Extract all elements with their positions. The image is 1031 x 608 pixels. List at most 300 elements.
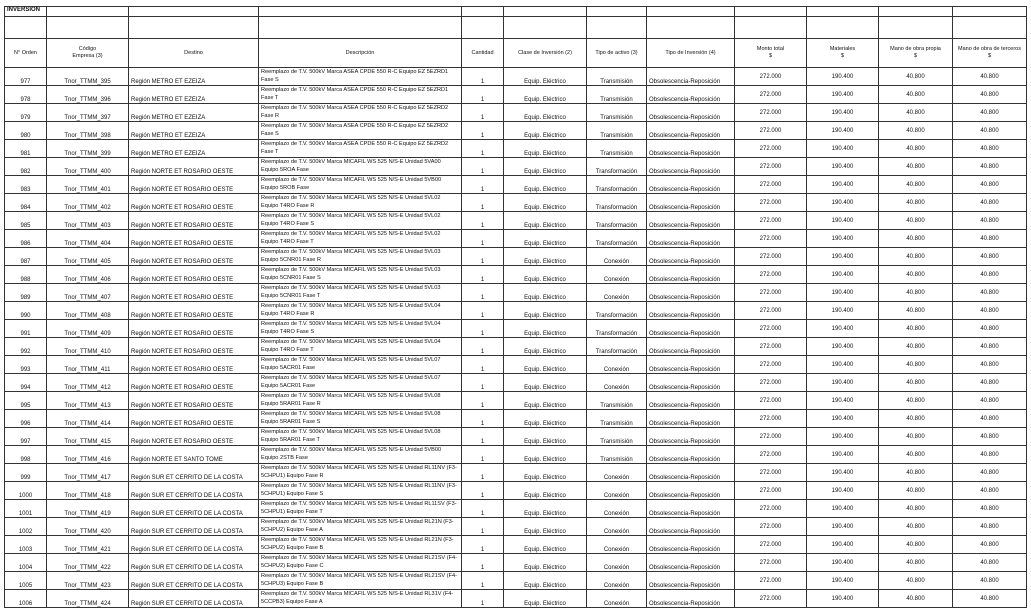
table-row (5, 410, 1027, 428)
cell-materiales: 190.400 (807, 500, 879, 518)
cell-cantidad: 1 (462, 284, 504, 302)
cell-monto-total: 272.000 (735, 320, 807, 338)
table-row (5, 176, 1027, 194)
cell-monto-total: 272.000 (735, 572, 807, 590)
cell-destino: Región NORTE ET ROSARIO OESTE (129, 374, 259, 392)
cell-tipo-activo: Conexión (587, 374, 647, 392)
header-materiales: Materiales $ (807, 39, 879, 68)
cell-cantidad: 1 (462, 248, 504, 266)
cell-monto-total: 272.000 (735, 86, 807, 104)
cell-tipo-activo: Conexión (587, 554, 647, 572)
cell-materiales: 190.400 (807, 194, 879, 212)
cell-descripcion: Reemplazo de T.V. 500kV Marca MICAFIL WS 525 N/S-E Unidad RL11NV (F3-5CHPU1) Equipo Fase S (259, 482, 462, 500)
cell-mano-propia: 40.800 (879, 284, 953, 302)
cell-cantidad: 1 (462, 122, 504, 140)
cell-tipo-inversion: Obsolescencia-Reposición (647, 68, 735, 86)
cell-cantidad: 1 (462, 320, 504, 338)
cell-destino: Región NORTE ET ROSARIO OESTE (129, 428, 259, 446)
cell-cantidad: 1 (462, 572, 504, 590)
cell-orden: 984 (5, 194, 47, 212)
cell-cantidad: 1 (462, 212, 504, 230)
cell-descripcion: Reemplazo de T.V. 500kV Marca MICAFIL WS 525 N/S-E Unidad 5VL08 Equipo 5RAR01 Fase S (259, 410, 462, 428)
cell-tipo-inversion: Obsolescencia-Reposición (647, 284, 735, 302)
cell-tipo-inversion: Obsolescencia-Reposición (647, 410, 735, 428)
cell-descripcion: Reemplazo de T.V. 500kV Marca MICAFIL WS 525 N/S-E Unidad RL21N (F3-5CHPU2) Equipo Fase B (259, 536, 462, 554)
cell-mano-propia: 40.800 (879, 140, 953, 158)
cell-tipo-inversion: Obsolescencia-Reposición (647, 554, 735, 572)
cell-tipo-inversion: Obsolescencia-Reposición (647, 392, 735, 410)
cell-destino: Región NORTE ET ROSARIO OESTE (129, 320, 259, 338)
section-row (5, 7, 1027, 17)
cell-tipo-activo: Transformación (587, 302, 647, 320)
cell-mano-propia: 40.800 (879, 590, 953, 608)
cell-codigo: Tnor_TTMM_401 (47, 176, 129, 194)
cell-orden: 983 (5, 176, 47, 194)
cell-codigo: Tnor_TTMM_403 (47, 212, 129, 230)
cell-codigo: Tnor_TTMM_419 (47, 500, 129, 518)
cell-tipo-activo: Transmisión (587, 392, 647, 410)
cell-mano-terceros: 40.800 (953, 266, 1027, 284)
cell-codigo: Tnor_TTMM_418 (47, 482, 129, 500)
cell-tipo-inversion: Obsolescencia-Reposición (647, 464, 735, 482)
cell-materiales: 190.400 (807, 122, 879, 140)
cell-orden: 980 (5, 122, 47, 140)
cell-mano-propia: 40.800 (879, 554, 953, 572)
header-destino: Destino (129, 39, 259, 68)
cell-clase: Equip. Eléctrico (504, 86, 587, 104)
cell-cantidad: 1 (462, 266, 504, 284)
header-mano-terceros: Mano de obra de terceros $ (953, 39, 1027, 68)
cell-cantidad: 1 (462, 518, 504, 536)
table-row (5, 68, 1027, 86)
cell-mano-terceros: 40.800 (953, 410, 1027, 428)
cell-orden: 988 (5, 266, 47, 284)
cell-descripcion: Reemplazo de T.V. 500kV Marca MICAFIL WS 525 N/S-E Unidad RL21SV (F4-5CHPU3) Equipo Fase B (259, 572, 462, 590)
table-row (5, 374, 1027, 392)
cell-codigo: Tnor_TTMM_409 (47, 320, 129, 338)
cell-destino: Región NORTE ET ROSARIO OESTE (129, 212, 259, 230)
cell-cantidad: 1 (462, 464, 504, 482)
table-row (5, 338, 1027, 356)
cell-orden: 1005 (5, 572, 47, 590)
cell-descripcion: Reemplazo de T.V. 500kV Marca ASEA CPDE 550 R-C Equipo EZ 5EZRD2 Fase S (259, 122, 462, 140)
cell-mano-propia: 40.800 (879, 302, 953, 320)
cell-materiales: 190.400 (807, 212, 879, 230)
cell-monto-total: 272.000 (735, 410, 807, 428)
cell-materiales: 190.400 (807, 230, 879, 248)
cell-codigo: Tnor_TTMM_416 (47, 446, 129, 464)
cell-orden: 985 (5, 212, 47, 230)
table-row (5, 572, 1027, 590)
cell-clase: Equip. Eléctrico (504, 176, 587, 194)
cell-descripcion: Reemplazo de T.V. 500kV Marca MICAFIL WS 525 N/S-E Unidad RL11NV (F3-5CHPU1) Equipo Fase R (259, 464, 462, 482)
cell-mano-propia: 40.800 (879, 374, 953, 392)
cell-cantidad: 1 (462, 104, 504, 122)
cell-mano-propia: 40.800 (879, 482, 953, 500)
table-row (5, 500, 1027, 518)
cell-orden: 990 (5, 302, 47, 320)
cell-destino: Región NORTE ET ROSARIO OESTE (129, 266, 259, 284)
cell-codigo: Tnor_TTMM_410 (47, 338, 129, 356)
cell-orden: 1001 (5, 500, 47, 518)
cell-codigo: Tnor_TTMM_424 (47, 590, 129, 608)
cell-descripcion: Reemplazo de T.V. 500kV Marca MICAFIL WS 525 N/S-E Unidad 5VL04 Equipo T4RO Fase S (259, 320, 462, 338)
cell-tipo-inversion: Obsolescencia-Reposición (647, 104, 735, 122)
cell-cantidad: 1 (462, 230, 504, 248)
cell-orden: 978 (5, 86, 47, 104)
cell-mano-propia: 40.800 (879, 86, 953, 104)
cell-destino: Región SUR ET CERRITO DE LA COSTA (129, 500, 259, 518)
investment-sheet (4, 6, 1026, 608)
cell-orden: 999 (5, 464, 47, 482)
cell-cantidad: 1 (462, 302, 504, 320)
cell-tipo-inversion: Obsolescencia-Reposición (647, 176, 735, 194)
cell-monto-total: 272.000 (735, 194, 807, 212)
cell-tipo-inversion: Obsolescencia-Reposición (647, 266, 735, 284)
cell-clase: Equip. Eléctrico (504, 158, 587, 176)
cell-clase: Equip. Eléctrico (504, 68, 587, 86)
table-row (5, 284, 1027, 302)
cell-codigo: Tnor_TTMM_406 (47, 266, 129, 284)
cell-mano-propia: 40.800 (879, 266, 953, 284)
table-row (5, 392, 1027, 410)
cell-mano-terceros: 40.800 (953, 230, 1027, 248)
cell-tipo-inversion: Obsolescencia-Reposición (647, 248, 735, 266)
table-row (5, 140, 1027, 158)
cell-tipo-activo: Conexión (587, 590, 647, 608)
header-descripcion: Descripción (259, 39, 462, 68)
table-row (5, 554, 1027, 572)
cell-tipo-activo: Transformación (587, 230, 647, 248)
cell-descripcion: Reemplazo de T.V. 500kV Marca MICAFIL WS 525 N/S-E Unidad RL21N (F3-5CHPU2) Equipo Fase A (259, 518, 462, 536)
cell-codigo: Tnor_TTMM_404 (47, 230, 129, 248)
cell-codigo: Tnor_TTMM_400 (47, 158, 129, 176)
cell-codigo: Tnor_TTMM_413 (47, 392, 129, 410)
cell-descripcion: Reemplazo de T.V. 500kV Marca MICAFIL WS 525 N/S-E Unidad RL31V (F4-5CCPB3) Equipo Fase A (259, 590, 462, 608)
table-row (5, 122, 1027, 140)
cell-tipo-inversion: Obsolescencia-Reposición (647, 230, 735, 248)
cell-clase: Equip. Eléctrico (504, 482, 587, 500)
cell-materiales: 190.400 (807, 320, 879, 338)
cell-materiales: 190.400 (807, 554, 879, 572)
cell-orden: 977 (5, 68, 47, 86)
cell-codigo: Tnor_TTMM_414 (47, 410, 129, 428)
cell-tipo-inversion: Obsolescencia-Reposición (647, 374, 735, 392)
cell-mano-propia: 40.800 (879, 500, 953, 518)
cell-mano-propia: 40.800 (879, 104, 953, 122)
cell-codigo: Tnor_TTMM_415 (47, 428, 129, 446)
table-row (5, 482, 1027, 500)
cell-mano-propia: 40.800 (879, 572, 953, 590)
cell-tipo-activo: Transmisión (587, 428, 647, 446)
cell-cantidad: 1 (462, 536, 504, 554)
cell-clase: Equip. Eléctrico (504, 446, 587, 464)
cell-materiales: 190.400 (807, 572, 879, 590)
cell-monto-total: 272.000 (735, 68, 807, 86)
cell-descripcion: Reemplazo de T.V. 500kV Marca ASEA CPDE 550 R-C Equipo EZ 5EZRD2 Fase R (259, 104, 462, 122)
cell-clase: Equip. Eléctrico (504, 536, 587, 554)
cell-destino: Región SUR ET CERRITO DE LA COSTA (129, 590, 259, 608)
cell-orden: 982 (5, 158, 47, 176)
cell-descripcion: Reemplazo de T.V. 500kV Marca MICAFIL WS 525 N/S-E Unidad 5VA00 Equipo 5ROA Fase (259, 158, 462, 176)
cell-descripcion: Reemplazo de T.V. 500kV Marca MICAFIL WS 525 N/S-E Unidad 5VL04 Equipo T4RO Fase R (259, 302, 462, 320)
cell-tipo-activo: Conexión (587, 464, 647, 482)
cell-codigo: Tnor_TTMM_395 (47, 68, 129, 86)
cell-mano-propia: 40.800 (879, 392, 953, 410)
cell-monto-total: 272.000 (735, 140, 807, 158)
cell-tipo-activo: Transformación (587, 320, 647, 338)
cell-materiales: 190.400 (807, 464, 879, 482)
cell-mano-terceros: 40.800 (953, 320, 1027, 338)
cell-mano-terceros: 40.800 (953, 392, 1027, 410)
cell-clase: Equip. Eléctrico (504, 320, 587, 338)
cell-mano-propia: 40.800 (879, 518, 953, 536)
cell-tipo-activo: Conexión (587, 284, 647, 302)
table-body (5, 68, 1027, 608)
cell-clase: Equip. Eléctrico (504, 140, 587, 158)
cell-mano-propia: 40.800 (879, 446, 953, 464)
cell-mano-terceros: 40.800 (953, 482, 1027, 500)
cell-clase: Equip. Eléctrico (504, 212, 587, 230)
table-row (5, 320, 1027, 338)
cell-orden: 998 (5, 446, 47, 464)
cell-clase: Equip. Eléctrico (504, 410, 587, 428)
cell-mano-terceros: 40.800 (953, 518, 1027, 536)
cell-codigo: Tnor_TTMM_407 (47, 284, 129, 302)
cell-descripcion: Reemplazo de T.V. 500kV Marca MICAFIL WS 525 N/S-E Unidad RL21SV (F4-5CHPU2) Equipo Fase C (259, 554, 462, 572)
cell-materiales: 190.400 (807, 428, 879, 446)
cell-materiales: 190.400 (807, 284, 879, 302)
cell-descripcion: Reemplazo de T.V. 500kV Marca MICAFIL WS 525 N/S-E Unidad 5VL03 Equipo 5CNR01 Fase R (259, 248, 462, 266)
cell-clase: Equip. Eléctrico (504, 464, 587, 482)
header-mano-propia: Mano de obra propia $ (879, 39, 953, 68)
cell-tipo-activo: Conexión (587, 572, 647, 590)
cell-destino: Región METRO ET EZEIZA (129, 86, 259, 104)
cell-mano-propia: 40.800 (879, 320, 953, 338)
cell-tipo-inversion: Obsolescencia-Reposición (647, 482, 735, 500)
cell-materiales: 190.400 (807, 302, 879, 320)
cell-mano-propia: 40.800 (879, 464, 953, 482)
cell-orden: 986 (5, 230, 47, 248)
cell-codigo: Tnor_TTMM_402 (47, 194, 129, 212)
cell-orden: 981 (5, 140, 47, 158)
header-clase: Clase de Inversión (2) (504, 39, 587, 68)
cell-tipo-inversion: Obsolescencia-Reposición (647, 212, 735, 230)
cell-cantidad: 1 (462, 68, 504, 86)
cell-destino: Región NORTE ET ROSARIO OESTE (129, 230, 259, 248)
table-row (5, 212, 1027, 230)
cell-tipo-activo: Transmisión (587, 86, 647, 104)
header-codigo: Código Empresa (3) (47, 39, 129, 68)
cell-cantidad: 1 (462, 338, 504, 356)
cell-clase: Equip. Eléctrico (504, 374, 587, 392)
cell-tipo-activo: Conexión (587, 500, 647, 518)
cell-descripcion: Reemplazo de T.V. 500kV Marca MICAFIL WS 525 N/S-E Unidad 5VL07 Equipo 5ACR01 Fase (259, 374, 462, 392)
cell-mano-propia: 40.800 (879, 68, 953, 86)
cell-codigo: Tnor_TTMM_408 (47, 302, 129, 320)
cell-mano-terceros: 40.800 (953, 536, 1027, 554)
cell-mano-propia: 40.800 (879, 428, 953, 446)
table-row (5, 446, 1027, 464)
cell-cantidad: 1 (462, 140, 504, 158)
cell-mano-terceros: 40.800 (953, 500, 1027, 518)
cell-destino: Región NORTE ET ROSARIO OESTE (129, 338, 259, 356)
cell-descripcion: Reemplazo de T.V. 500kV Marca MICAFIL WS 525 N/S-E Unidad 5VL07 Equipo 5ACR01 Fase (259, 356, 462, 374)
cell-orden: 1000 (5, 482, 47, 500)
cell-tipo-inversion: Obsolescencia-Reposición (647, 320, 735, 338)
cell-tipo-inversion: Obsolescencia-Reposición (647, 158, 735, 176)
cell-mano-propia: 40.800 (879, 338, 953, 356)
cell-destino: Región METRO ET EZEIZA (129, 140, 259, 158)
cell-tipo-activo: Transmisión (587, 446, 647, 464)
cell-descripcion: Reemplazo de T.V. 500kV Marca MICAFIL WS 525 N/S-E Unidad 5VL03 Equipo 5CNR01 Fase T (259, 284, 462, 302)
cell-mano-propia: 40.800 (879, 158, 953, 176)
cell-destino: Región NORTE ET ROSARIO OESTE (129, 248, 259, 266)
cell-cantidad: 1 (462, 86, 504, 104)
cell-monto-total: 272.000 (735, 374, 807, 392)
cell-mano-terceros: 40.800 (953, 68, 1027, 86)
cell-orden: 991 (5, 320, 47, 338)
cell-destino: Región NORTE ET ROSARIO OESTE (129, 158, 259, 176)
cell-orden: 992 (5, 338, 47, 356)
blank-row (5, 17, 1027, 39)
cell-cantidad: 1 (462, 374, 504, 392)
cell-tipo-inversion: Obsolescencia-Reposición (647, 122, 735, 140)
cell-mano-terceros: 40.800 (953, 212, 1027, 230)
cell-orden: 979 (5, 104, 47, 122)
cell-clase: Equip. Eléctrico (504, 302, 587, 320)
cell-orden: 1003 (5, 536, 47, 554)
table-row (5, 428, 1027, 446)
cell-orden: 997 (5, 428, 47, 446)
cell-clase: Equip. Eléctrico (504, 194, 587, 212)
header-monto-total: Monto total $ (735, 39, 807, 68)
cell-mano-terceros: 40.800 (953, 86, 1027, 104)
cell-descripcion: Reemplazo de T.V. 500kV Marca MICAFIL WS 525 N/S-E Unidad 5VL08 Equipo 5RAR01 Fase T (259, 428, 462, 446)
cell-destino: Región SUR ET CERRITO DE LA COSTA (129, 482, 259, 500)
cell-materiales: 190.400 (807, 392, 879, 410)
cell-destino: Región NORTE ET ROSARIO OESTE (129, 194, 259, 212)
cell-tipo-activo: Transmisión (587, 104, 647, 122)
cell-destino: Región SUR ET CERRITO DE LA COSTA (129, 572, 259, 590)
cell-orden: 996 (5, 410, 47, 428)
cell-tipo-inversion: Obsolescencia-Reposición (647, 518, 735, 536)
cell-clase: Equip. Eléctrico (504, 554, 587, 572)
cell-monto-total: 272.000 (735, 248, 807, 266)
cell-tipo-activo: Conexión (587, 266, 647, 284)
cell-mano-propia: 40.800 (879, 194, 953, 212)
table-row (5, 518, 1027, 536)
cell-tipo-activo: Transmisión (587, 122, 647, 140)
cell-tipo-activo: Conexión (587, 482, 647, 500)
cell-codigo: Tnor_TTMM_399 (47, 140, 129, 158)
cell-mano-terceros: 40.800 (953, 284, 1027, 302)
header-row (5, 39, 1027, 68)
cell-descripcion: Reemplazo de T.V. 500kV Marca MICAFIL WS 525 N/S-E Unidad 5VL02 Equipo T4RO Fase T (259, 230, 462, 248)
cell-codigo: Tnor_TTMM_411 (47, 356, 129, 374)
header-orden: N° Orden (5, 39, 47, 68)
cell-monto-total: 272.000 (735, 464, 807, 482)
cell-descripcion: Reemplazo de T.V. 500kV Marca MICAFIL WS 525 N/S-E Unidad 5VB00 Equipo 5ROB Fase (259, 176, 462, 194)
cell-cantidad: 1 (462, 176, 504, 194)
cell-orden: 1002 (5, 518, 47, 536)
cell-descripcion: Reemplazo de T.V. 500kV Marca MICAFIL WS 525 N/S-E Unidad 5VL03 Equipo 5CNR01 Fase S (259, 266, 462, 284)
table-row (5, 536, 1027, 554)
cell-descripcion: Reemplazo de T.V. 500kV Marca MICAFIL WS 525 N/S-E Unidad 5VL02 Equipo T4RO Fase S (259, 212, 462, 230)
cell-tipo-inversion: Obsolescencia-Reposición (647, 338, 735, 356)
cell-mano-propia: 40.800 (879, 212, 953, 230)
cell-cantidad: 1 (462, 500, 504, 518)
cell-destino: Región SUR ET CERRITO DE LA COSTA (129, 554, 259, 572)
cell-mano-terceros: 40.800 (953, 302, 1027, 320)
cell-materiales: 190.400 (807, 536, 879, 554)
cell-mano-terceros: 40.800 (953, 554, 1027, 572)
cell-tipo-activo: Conexión (587, 518, 647, 536)
cell-codigo: Tnor_TTMM_421 (47, 536, 129, 554)
cell-tipo-activo: Transmisión (587, 140, 647, 158)
table-row (5, 464, 1027, 482)
cell-clase: Equip. Eléctrico (504, 284, 587, 302)
cell-destino: Región NORTE ET ROSARIO OESTE (129, 392, 259, 410)
cell-codigo: Tnor_TTMM_423 (47, 572, 129, 590)
cell-descripcion: Reemplazo de T.V. 500kV Marca ASEA CPDE 550 R-C Equipo EZ 5EZRD1 Fase S (259, 68, 462, 86)
cell-destino: Región SUR ET CERRITO DE LA COSTA (129, 464, 259, 482)
cell-monto-total: 272.000 (735, 266, 807, 284)
cell-monto-total: 272.000 (735, 230, 807, 248)
cell-cantidad: 1 (462, 590, 504, 608)
cell-destino: Región METRO ET EZEIZA (129, 104, 259, 122)
cell-mano-propia: 40.800 (879, 356, 953, 374)
cell-codigo: Tnor_TTMM_396 (47, 86, 129, 104)
cell-mano-terceros: 40.800 (953, 446, 1027, 464)
cell-descripcion: Reemplazo de T.V. 500kV Marca MICAFIL WS 525 N/S-E Unidad 5VL04 Equipo T4RO Fase T (259, 338, 462, 356)
cell-tipo-activo: Conexión (587, 536, 647, 554)
cell-monto-total: 272.000 (735, 176, 807, 194)
cell-tipo-activo: Transformación (587, 194, 647, 212)
table-row (5, 86, 1027, 104)
header-tipo-inversion: Tipo de Inversión (4) (647, 39, 735, 68)
cell-monto-total: 272.000 (735, 104, 807, 122)
cell-monto-total: 272.000 (735, 338, 807, 356)
cell-descripcion: Reemplazo de T.V. 500kV Marca MICAFIL WS 525 N/S-E Unidad 5VL02 Equipo T4RO Fase R (259, 194, 462, 212)
cell-clase: Equip. Eléctrico (504, 392, 587, 410)
table-row (5, 158, 1027, 176)
section-label: INVERSIÓN (5, 7, 47, 17)
cell-cantidad: 1 (462, 410, 504, 428)
cell-tipo-inversion: Obsolescencia-Reposición (647, 572, 735, 590)
cell-materiales: 190.400 (807, 338, 879, 356)
cell-mano-terceros: 40.800 (953, 464, 1027, 482)
cell-tipo-activo: Transmisión (587, 410, 647, 428)
header-tipo-activo: Tipo de activo (3) (587, 39, 647, 68)
cell-monto-total: 272.000 (735, 428, 807, 446)
cell-codigo: Tnor_TTMM_405 (47, 248, 129, 266)
cell-cantidad: 1 (462, 482, 504, 500)
cell-clase: Equip. Eléctrico (504, 428, 587, 446)
table-row (5, 104, 1027, 122)
cell-codigo: Tnor_TTMM_417 (47, 464, 129, 482)
cell-monto-total: 272.000 (735, 158, 807, 176)
cell-clase: Equip. Eléctrico (504, 122, 587, 140)
table-row (5, 248, 1027, 266)
cell-monto-total: 272.000 (735, 302, 807, 320)
cell-mano-terceros: 40.800 (953, 248, 1027, 266)
cell-materiales: 190.400 (807, 374, 879, 392)
cell-mano-propia: 40.800 (879, 122, 953, 140)
cell-cantidad: 1 (462, 446, 504, 464)
cell-cantidad: 1 (462, 356, 504, 374)
cell-cantidad: 1 (462, 428, 504, 446)
